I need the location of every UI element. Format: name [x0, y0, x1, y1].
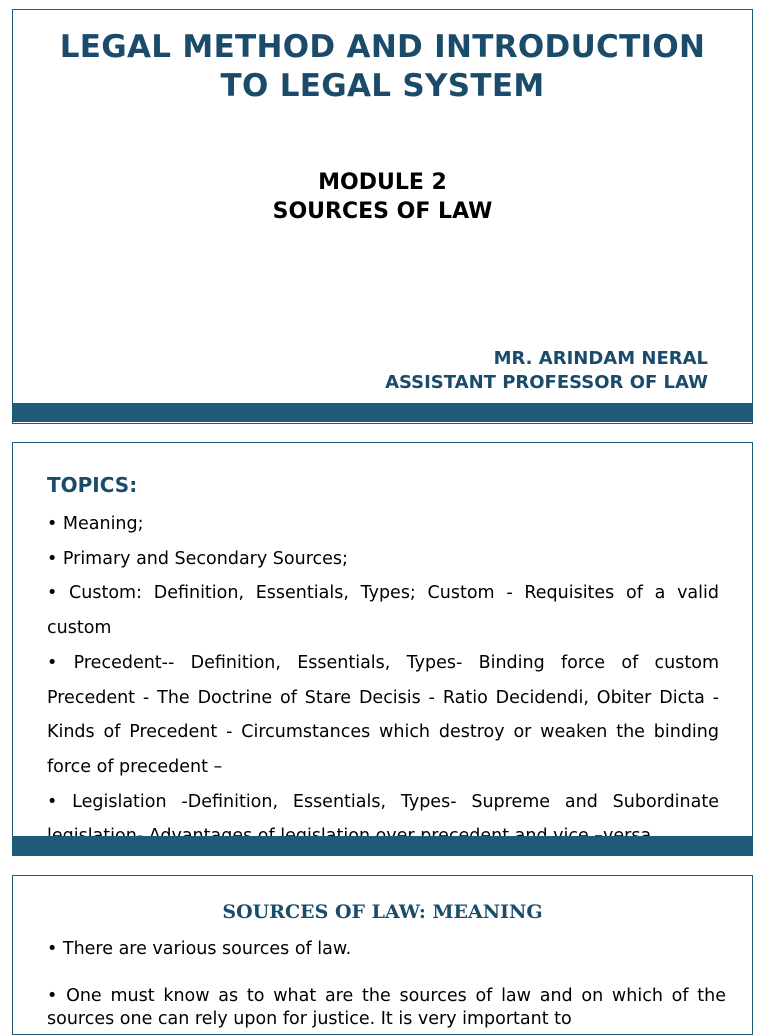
body-paragraph: • There are various sources of law.	[47, 939, 352, 959]
subject-line: SOURCES OF LAW	[272, 199, 493, 224]
slide-title: SOURCES OF LAW: MEANING	[222, 901, 543, 923]
author-name: MR. ARINDAM NERAL	[493, 348, 708, 369]
list-item: • Legislation -Definition, Essentials, Types- Supreme and Subordinate	[47, 791, 719, 812]
module-line: MODULE 2	[318, 170, 447, 195]
module-heading	[13, 168, 752, 226]
topics-slide	[12, 442, 753, 856]
author-title: ASSISTANT PROFESSOR OF LAW	[385, 372, 708, 393]
list-item: • Primary and Secondary Sources;	[47, 548, 348, 569]
slide-body	[47, 938, 726, 1035]
list-item: • Custom: Definition, Essentials, Types; Custom - Requisites of a valid custom	[47, 583, 719, 639]
topics-heading: TOPICS:	[47, 473, 138, 497]
list-item: • Precedent-- Definition, Essentials, Types- Binding force of custom Precedent - The Doctrine of Stare Decisis - Ratio Decidendi, Obiter Dicta - Kinds of Precedent - Circumstances which destroy or weaken the binding force of precedent –	[47, 652, 719, 777]
footer-line	[13, 423, 752, 424]
title-slide	[12, 9, 753, 424]
main-title	[13, 28, 752, 106]
author-block	[385, 347, 708, 395]
footer-band	[13, 403, 752, 422]
topics-list	[47, 507, 719, 854]
title-line-2: TO LEGAL SYSTEM	[220, 68, 545, 104]
list-item: • Meaning;	[47, 514, 144, 534]
title-line-1: LEGAL METHOD AND INTRODUCTION	[59, 29, 706, 65]
meaning-slide	[12, 875, 753, 1035]
body-paragraph: • One must know as to what are the sources of law and on which of the sources one can rely upon for justice. It is very important to	[47, 986, 726, 1029]
footer-band	[13, 836, 752, 855]
